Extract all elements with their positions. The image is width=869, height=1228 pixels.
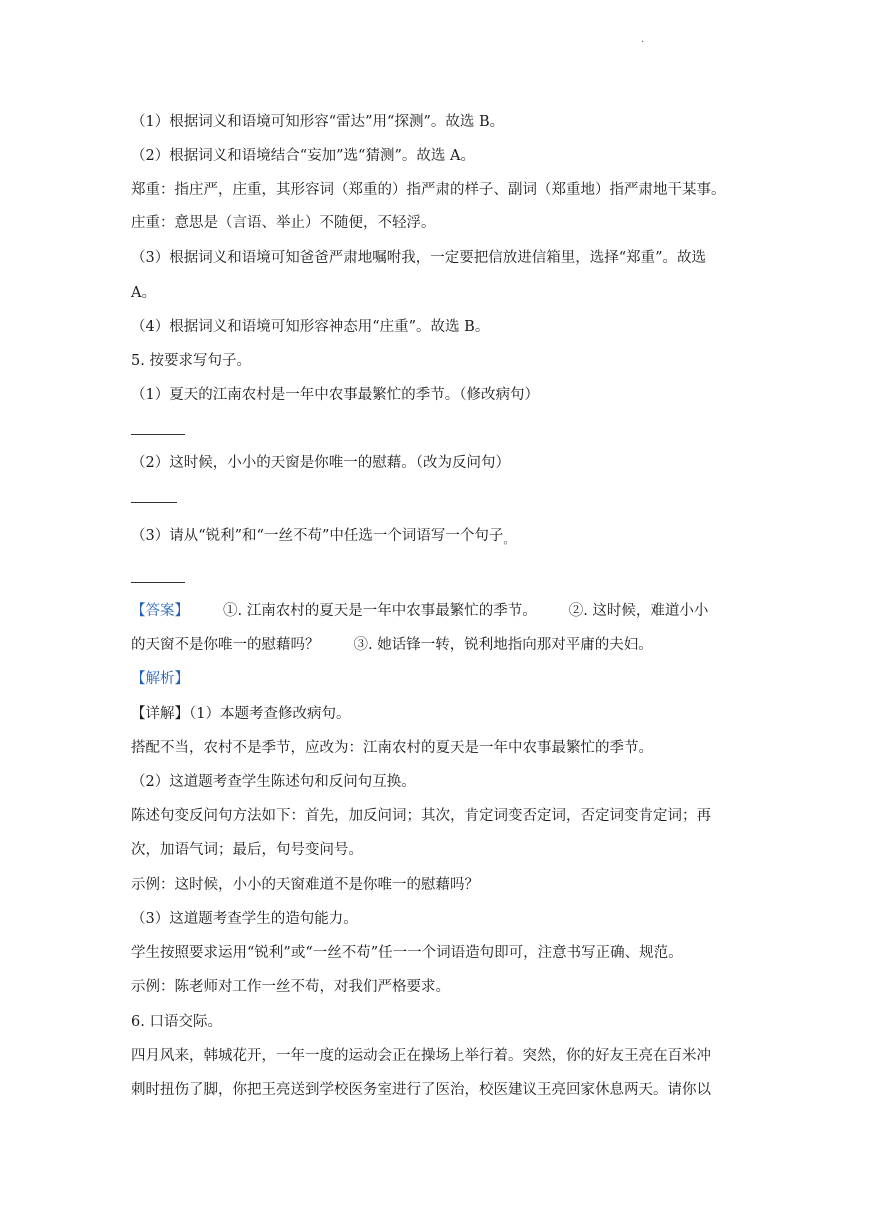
answer-item: 的天窗不是你唯一的慰藉吗？: [131, 637, 320, 653]
text-line: 陈述句变反问句方法如下：首先，加反问词；其次，肯定词变否定词，否定词变肯定词；再: [131, 808, 711, 824]
answer-blank-line: [131, 434, 185, 435]
answer-blank-line: [131, 502, 177, 503]
header-mark: .: [641, 34, 645, 45]
text-line: 学生按照要求运用“锐利”或“一丝不苟”任一一个词语造句即可，注意书写正确、规范。: [131, 945, 683, 961]
question-heading: 5. 按要求写句子。: [131, 353, 251, 369]
text-line: （2）根据词义和语境结合“妄加”选“猜测”。故选 A。: [131, 148, 475, 164]
text-line: 刺时扭伤了脚，你把王亮送到学校医务室进行了医治，校医建议王亮回家休息两天。请你以: [131, 1082, 711, 1098]
text-line: 示例：这时候，小小的天窗难道不是你唯一的慰藉吗？: [131, 877, 479, 893]
answer-item: ②. 这时候，难道小小: [568, 603, 709, 619]
answer-item: ①. 江南农村的夏天是一年中农事最繁忙的季节。: [223, 603, 537, 619]
answer-item: ③. 她话锋一转，锐利地指向那对平庸的夫妇。: [353, 637, 653, 653]
text-line: （2）这道题考查学生陈述句和反问句互换。: [131, 774, 416, 790]
text-line: （1）根据词义和语境可知形容“雷达”用“探测”。故选 B。: [131, 114, 505, 130]
text-line: （3）根据词义和语境可知爸爸严肃地嘱咐我，一定要把信放进信箱里，选择“郑重”。故选: [131, 250, 707, 266]
answer-tag: 【答案】: [131, 603, 189, 619]
question-heading: 6. 口语交际。: [131, 1014, 222, 1030]
text-span: 。: [503, 533, 515, 546]
text-line: 四月风来，韩城花开，一年一度的运动会正在操场上举行着。突然，你的好友王亮在百米冲: [131, 1048, 711, 1064]
text-line: 次，加语气词；最后，句号变问号。: [131, 842, 363, 858]
text-line: 【详解】（1）本题考查修改病句。: [131, 706, 351, 722]
text-line: （1）夏天的江南农村是一年中农事最繁忙的季节。（修改病句）: [131, 387, 539, 403]
answer-blank-line: [131, 582, 185, 583]
text-line: A。: [131, 285, 156, 301]
text-line: 庄重：意思是（言语、举止）不随便，不轻浮。: [131, 215, 436, 231]
text-line: 示例：陈老师对工作一丝不苟，对我们严格要求。: [131, 979, 450, 995]
text-line: 郑重：指庄严，庄重，其形容词（郑重的）指严肃的样子、副词（郑重地）指严肃地干某事。: [131, 182, 726, 198]
analysis-tag: 【解析】: [131, 671, 189, 687]
answer-line: [131, 635, 741, 655]
text-line: [131, 526, 741, 550]
answer-line: [131, 601, 741, 621]
text-line: （4）根据词义和语境可知形容神态用“庄重”。故选 B。: [131, 319, 490, 335]
text-span: （3）请从“锐利”和“一丝不苟”中任选一个词语写一个句子: [131, 528, 504, 544]
text-line: 搭配不当，农村不是季节，应改为：江南农村的夏天是一年中农事最繁忙的季节。: [131, 740, 653, 756]
text-line: （3）这道题考查学生的造句能力。: [131, 911, 358, 927]
text-line: （2）这时候，小小的天窗是你唯一的慰藉。（改为反问句）: [131, 455, 510, 471]
